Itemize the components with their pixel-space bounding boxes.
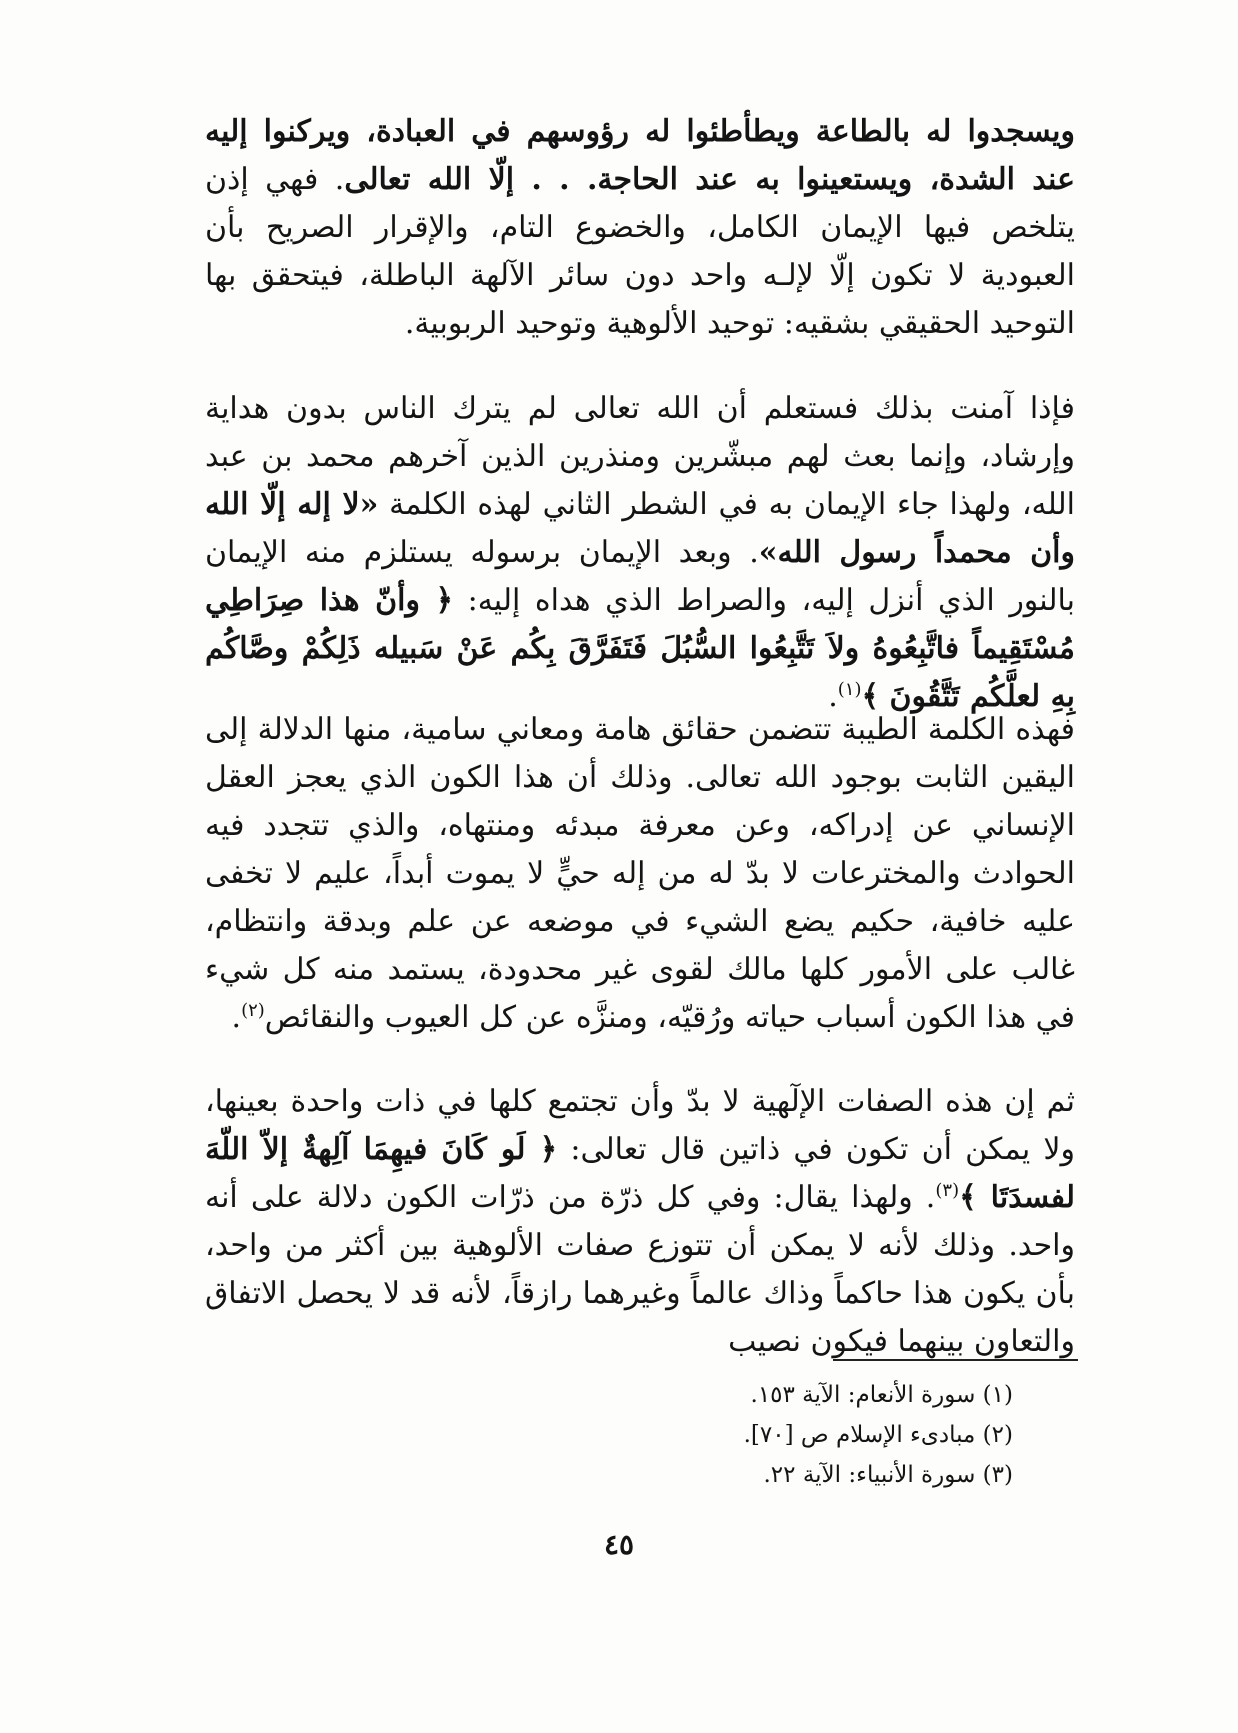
- paragraph-text: [205, 706, 1075, 1042]
- paragraph-text: [205, 1078, 1075, 1366]
- paragraph-text: [205, 385, 1075, 721]
- footnote-2: (٢) مبادىء الإسلام ص [٧٠].: [743, 1422, 1013, 1448]
- text-segment: ويسجدوا له بالطاعة ويطأطئوا له رؤوسهم في العبادة، ويركنوا إليه عند الشدة، ويستعينوا به عند الحاجة. . .: [205, 114, 1076, 197]
- paragraph-3: [205, 706, 1075, 1042]
- quran-verse: ﴿ لَو كَانَ فيهِمَا آلِهةٌ إلاّ اللّهَ لفسدَتَا ﴾: [205, 1132, 1075, 1215]
- quran-verse: ﴿ وأنّ هذا صِرَاطِي مُسْتَقِيماً فاتَّبِعُوهُ ولاَ تَتَّبِعُوا السُّبُلَ فَتَفَرَّقَ بِكُم عَنْ سَبيله ذَلِكُمْ وصَّاكُم بِهِ لعلَّكُم تَتَّقُونَ ﴾: [205, 583, 1075, 714]
- paragraph-text: [205, 108, 1075, 348]
- text-segment: ثم إن هذه الصفات الإلٓهية لا بدّ وأن تجتمع كلها في ذات واحدة بعينها، ولا يمكن أن تكون في ذاتين قال تعالى:: [205, 1084, 1075, 1167]
- text-segment: . فهي إذن يتلخص فيها الإيمان الكامل، والخضوع التام، والإقرار الصريح بأن العبودية لا تكون إلّا لإلـه واحد دون سائر الآلهة الباطلة، فيتحقق بها التوحيد الحقيقي بشقيه: توحيد الألوهية وتوحيد الربوبية.: [205, 162, 1075, 341]
- footnote-3: (٣) سورة الأنبياء: الآية ٢٢.: [763, 1462, 1013, 1488]
- footnote-ref[interactable]: (٢): [241, 1000, 265, 1021]
- text-segment: . ولهذا يقال: وفي كل ذرّة من ذرّات الكون دلالة على أنه واحد. وذلك لأنه لا يمكن أن تتوزع صفات الألوهية بين أكثر من واحد، بأن يكون هذا حاكماً وذاك عالماً وغيرهما رازقاً، لأنه قد لا يحصل الاتفاق والتعاون بينهما فيكون نصيب: [205, 1180, 1075, 1359]
- text-segment: .: [231, 1000, 242, 1035]
- text-segment: «لا إله إلّا الله وأن محمداً رسول الله»: [205, 487, 1075, 570]
- page-number: ٤٥: [603, 1528, 635, 1561]
- footnotes: [513, 1375, 1013, 1495]
- text-segment: فهذه الكلمة الطيبة تتضمن حقائق هامة ومعاني سامية، منها الدلالة إلى اليقين الثابت بوجود الله تعالى. وذلك أن هذا الكون الذي يعجز العقل الإنساني عن إدراكه، وعن معرفة مبدئه ومنتهاه، والذي تتجدد فيه الحوادث والمخترعات لا بدّ له من إله حيٍّ لا يموت أبداً، عليم لا تخفى عليه خافية، حكيم يضع الشيء في موضعه عن علم وبدقة وانتظام، غالب على الأمور كلها مالك لقوى غير محدودة، يستمد منه كل شيء في هذا الكون أسباب حياته ورُقيّه، ومنزَّه عن كل العيوب والنقائص: [205, 712, 1075, 1035]
- paragraph-1: [205, 108, 1075, 348]
- footnote-ref[interactable]: (٣): [935, 1180, 960, 1201]
- footnote-1: (١) سورة الأنعام: الآية ١٥٣.: [750, 1382, 1013, 1408]
- footnote-divider: [833, 1359, 1078, 1361]
- text-segment: . وبعد الإيمان برسوله يستلزم منه الإيمان بالنور الذي أنزل إليه، والصراط الذي هداه إليه:: [205, 535, 1075, 618]
- text-segment: إلّا الله تعالى: [344, 162, 515, 197]
- paragraph-4: [205, 1078, 1075, 1366]
- text-segment: فإذا آمنت بذلك فستعلم أن الله تعالى لم يترك الناس بدون هداية وإرشاد، وإنما بعث لهم مبشّرين ومنذرين الذين آخرهم محمد بن عبد الله، ولهذا جاء الإيمان به في الشطر الثاني لهذه الكلمة: [205, 391, 1075, 522]
- text-segment: .: [828, 679, 838, 714]
- paragraph-2: [205, 385, 1075, 721]
- footnote-ref[interactable]: (١): [837, 679, 862, 700]
